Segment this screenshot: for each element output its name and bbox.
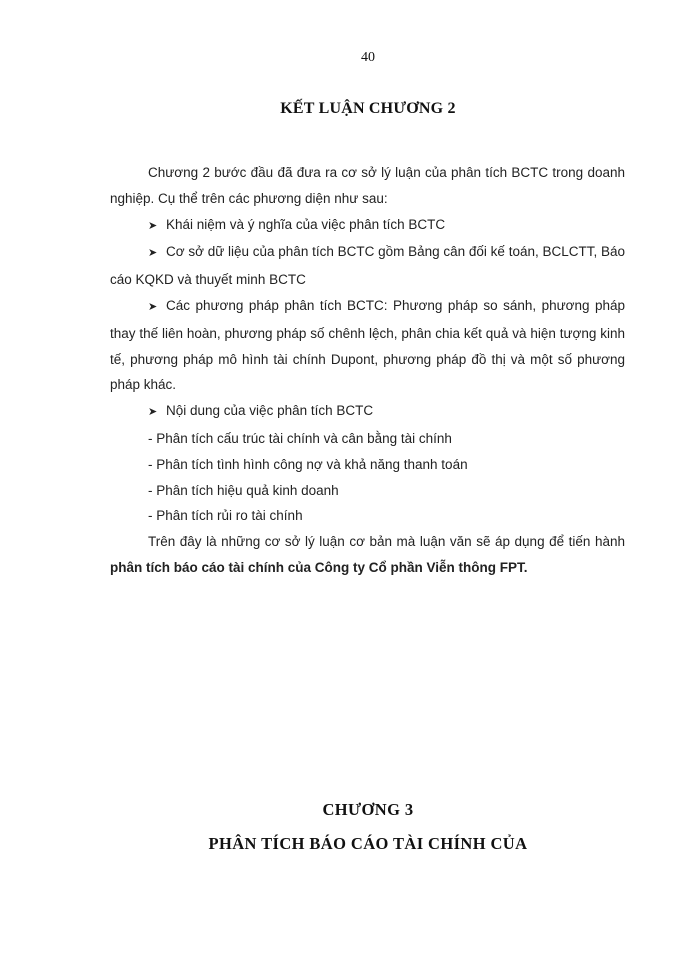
bullet-text: Khái niệm và ý nghĩa của việc phân tích BCTC xyxy=(166,216,446,232)
arrow-bullet-icon: ➤ xyxy=(148,300,158,313)
body-text xyxy=(110,160,625,581)
page-number: 40 xyxy=(361,50,375,65)
bullet-text: Nội dung của việc phân tích BCTC xyxy=(166,403,374,419)
section-title: KẾT LUẬN CHƯƠNG 2 xyxy=(280,100,456,117)
intro-paragraph: Chương 2 bước đầu đã đưa ra cơ sở lý luận của phân tích BCTC trong doanh nghiệp. Cụ thể trên các phương diện như sau: xyxy=(110,165,625,206)
arrow-bullet-icon: ➤ xyxy=(148,247,158,260)
dash-item-1: - Phân tích cấu trúc tài chính và cân bằng tài chính xyxy=(148,430,452,446)
arrow-bullet-icon: ➤ xyxy=(148,406,158,419)
dash-item-2: - Phân tích tình hình công nợ và khả năng thanh toán xyxy=(148,456,468,472)
bullet-item-2 xyxy=(110,239,625,293)
conclusion-text: Trên đây là những cơ sở lý luận cơ bản mà luận văn sẽ áp dụng để tiến hành xyxy=(148,534,625,550)
bullet-text: Cơ sở dữ liệu của phân tích BCTC gồm Bảng cân đối kế toán, BCLCTT, Báo cáo KQKD và thuyết minh BCTC xyxy=(110,244,625,288)
conclusion-bold-text: phân tích báo cáo tài chính của Công ty Cổ phần Viễn thông FPT. xyxy=(110,559,528,575)
bullet-item-1 xyxy=(110,212,625,240)
chapter-number: CHƯƠNG 3 xyxy=(322,800,414,819)
conclusion-paragraph xyxy=(110,529,625,581)
bullet-item-4 xyxy=(110,398,625,426)
bullet-text: Các phương pháp phân tích BCTC: Phương pháp so sánh, phương pháp thay thế liên hoàn, phương pháp số chênh lệch, phân chia kết quả và hiện tượng kinh tế, phương pháp mô hình tài chính Dupont, phương pháp đồ thị và một số phương pháp khác. xyxy=(110,297,625,393)
dash-item-4: - Phân tích rủi ro tài chính xyxy=(148,508,303,524)
dash-item-3: - Phân tích hiệu quả kinh doanh xyxy=(148,482,339,498)
chapter-title: PHÂN TÍCH BÁO CÁO TÀI CHÍNH CỦA xyxy=(208,834,528,853)
arrow-bullet-icon: ➤ xyxy=(148,219,158,232)
bullet-item-3 xyxy=(110,293,625,398)
